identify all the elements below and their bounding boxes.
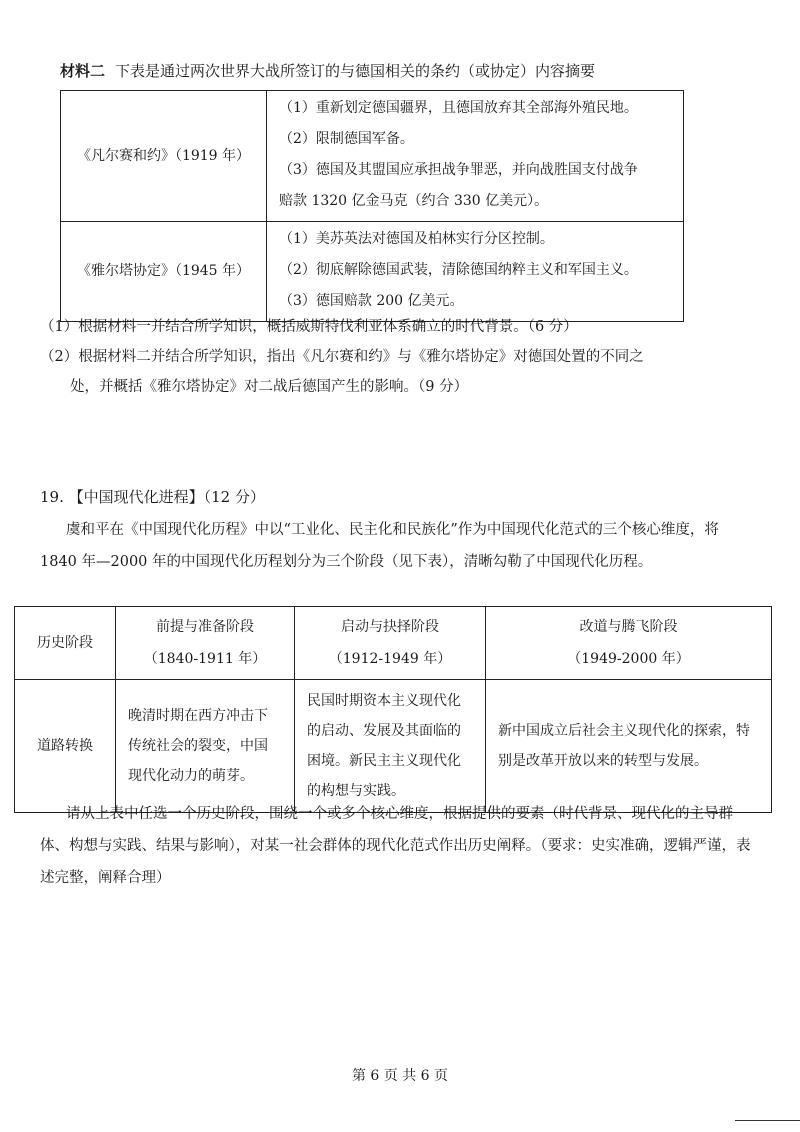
stage-name: 启动与抉择阶段 (341, 619, 439, 635)
material-heading-text: 下表是通过两次世界大战所签订的与德国相关的条约（或协定）内容摘要 (115, 62, 596, 80)
stage-header (295, 607, 486, 680)
stage-period: （1840-1911 年） (143, 651, 267, 667)
material-heading (60, 60, 595, 83)
stage-period: （1949-2000 年） (567, 651, 690, 667)
question-19-task: 请从上表中任选一个历史阶段，围绕一个或多个核心维度，根据提供的要素（时代背景、现代化的主导群体、构想与实践、结果与影响），对某一社会群体的现代化范式作出历史阐释。（要求：史实准确，逻辑严谨，表述完整，阐释合理） (40, 806, 751, 886)
table-row (15, 607, 772, 680)
treaty-term: 赔款 1320 亿金马克（约合 330 亿美元）。 (279, 193, 549, 209)
table-row (61, 91, 684, 222)
page-footer: 第 6 页 共 6 页 (351, 1068, 449, 1084)
stage-description: 民国时期资本主义现代化的启动、发展及其面临的困境。新民主主义现代化的构想与实践。 (295, 680, 486, 813)
row-header: 道路转换 (15, 680, 116, 813)
stage-table (14, 606, 772, 813)
treaty-term: （1）重新划定德国疆界，且德国放弃其全部海外殖民地。 (279, 100, 638, 116)
material-label: 材料二 (60, 62, 106, 80)
table-row (15, 680, 772, 813)
stage-header (116, 607, 295, 680)
divider (735, 1120, 800, 1121)
question-2-line2: 处，并概括《雅尔塔协定》对二战后德国产生的影响。（9 分） (70, 379, 469, 395)
treaty-term: （1）美苏英法对德国及柏林实行分区控制。 (279, 231, 554, 247)
stage-header (486, 607, 772, 680)
question-2 (40, 342, 760, 402)
treaty-name: 《雅尔塔协定》（1945 年） (61, 222, 267, 322)
table-row (61, 222, 684, 322)
treaty-term: （2）限制德国军备。 (279, 131, 414, 147)
treaty-term: （3）德国及其盟国应承担战争罪恶，并向战胜国支付战争 (279, 162, 638, 178)
row-header: 历史阶段 (15, 607, 116, 680)
question-1: （1）根据材料一并结合所学知识，概括威斯特伐利亚体系确立的时代背景。（6 分） (40, 319, 578, 335)
stage-name: 前提与准备阶段 (156, 619, 254, 635)
stage-description: 新中国成立后社会主义现代化的探索，特别是改革开放以来的转型与发展。 (486, 680, 772, 813)
treaty-name: 《凡尔赛和约》（1919 年） (61, 91, 267, 222)
treaty-term: （3）德国赔款 200 亿美元。 (279, 293, 464, 309)
question-19-intro: 虞和平在《中国现代化历程》中以“工业化、民主化和民族化”作为中国现代化范式的三个核心维度，将 1840 年—2000 年的中国现代化历程划分为三个阶段（见下表），清晰勾勒了中国现代化历程。 (40, 522, 719, 570)
stage-description: 晚清时期在西方冲击下传统社会的裂变，中国现代化动力的萌芽。 (116, 680, 295, 813)
stage-period: （1912-1949 年） (328, 651, 452, 667)
treaty-terms (267, 91, 684, 222)
question-2-line1: （2）根据材料二并结合所学知识，指出《凡尔赛和约》与《雅尔塔协定》对德国处置的不同之 (40, 349, 644, 365)
treaty-terms (267, 222, 684, 322)
stage-name: 改道与腾飞阶段 (579, 619, 678, 635)
treaty-table (60, 90, 684, 322)
treaty-term: （2）彻底解除德国武装，清除德国纳粹主义和军国主义。 (279, 262, 638, 278)
question-19-title: 19. 【中国现代化进程】（12 分） (40, 488, 265, 506)
